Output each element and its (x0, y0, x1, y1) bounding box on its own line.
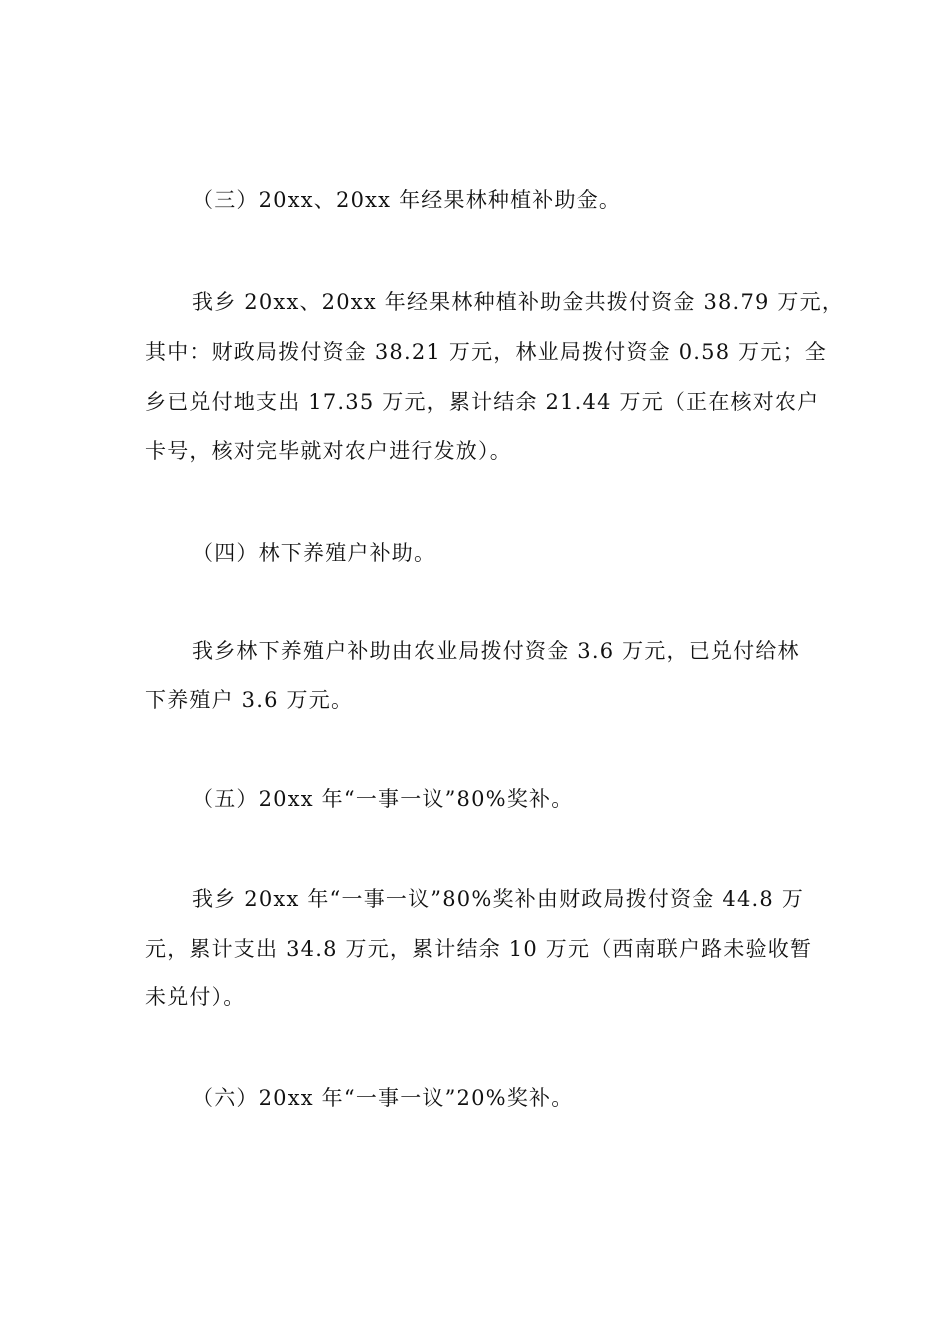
section-heading-3: （三）20xx、20xx 年经果林种植补助金。 (192, 188, 622, 212)
paragraph-line: 未兑付）。 (145, 985, 246, 1009)
paragraph-line: 卡号，核对完毕就对农户进行发放）。 (145, 439, 512, 463)
paragraph-line: 我乡 20xx、20xx 年经果林种植补助金共拨付资金 38.79 万元， (192, 290, 845, 314)
section-heading-4: （四）林下养殖户补助。 (192, 541, 437, 565)
paragraph-line: 我乡林下养殖户补助由农业局拨付资金 3.6 万元，已兑付给林 (192, 639, 800, 663)
section-heading-6: （六）20xx 年“一事一议”20%奖补。 (192, 1086, 574, 1110)
paragraph-line: 其中：财政局拨付资金 38.21 万元，林业局拨付资金 0.58 万元；全 (145, 340, 827, 364)
paragraph-line: 乡已兑付地支出 17.35 万元，累计结余 21.44 万元（正在核对农户 (145, 390, 820, 414)
paragraph-line: 元，累计支出 34.8 万元，累计结余 10 万元（西南联户路未验收暂 (145, 937, 813, 961)
paragraph-line: 我乡 20xx 年“一事一议”80%奖补由财政局拨付资金 44.8 万 (192, 887, 805, 911)
section-heading-5: （五）20xx 年“一事一议”80%奖补。 (192, 787, 574, 811)
paragraph-line: 下养殖户 3.6 万元。 (145, 688, 354, 712)
